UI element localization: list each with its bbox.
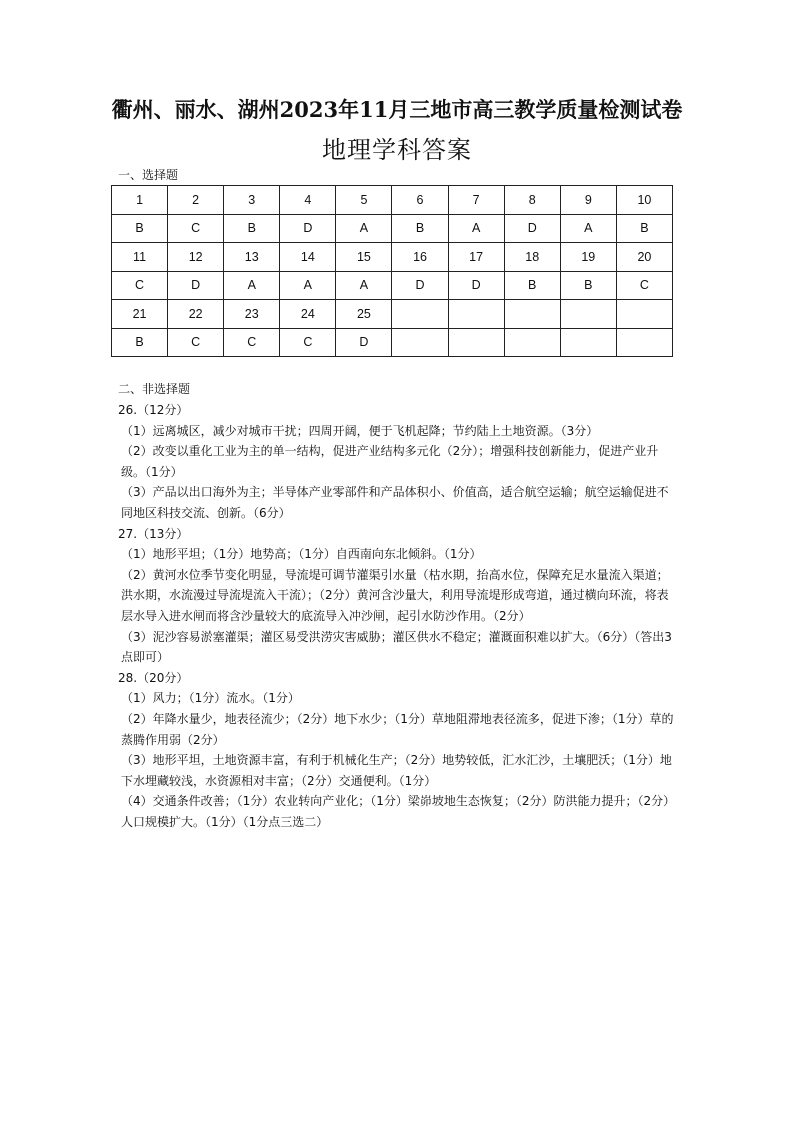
question-number-cell: 25 bbox=[336, 300, 392, 329]
question-number-cell: 3 bbox=[224, 186, 280, 215]
answer-part: （2）黄河水位季节变化明显，导流堤可调节灌渠引水量（枯水期，抬高水位，保障充足水量流入渠道；洪水期，水流漫过导流堤流入干流）；（2分）黄河含沙量大，利用导流堤形成弯道，通过横向环流，将表层水导入进水闸而将含沙量较大的底流导入冲沙闸，起引水防沙作用。（2分） bbox=[121, 567, 669, 623]
answer-cell bbox=[392, 328, 448, 357]
question-number-cell: 1 bbox=[112, 186, 168, 215]
answer-cell: B bbox=[112, 214, 168, 243]
answers-body bbox=[118, 400, 678, 832]
answer-cell: D bbox=[168, 271, 224, 300]
question-number-cell bbox=[448, 300, 504, 329]
answer-row bbox=[112, 271, 673, 300]
question-number-cell: 22 bbox=[168, 300, 224, 329]
question-number-cell bbox=[504, 300, 560, 329]
answer-part: （2）改变以重化工业为主的单一结构，促进产业结构多元化（2分）；增强科技创新能力，促进产业升级。（1分） bbox=[121, 444, 659, 479]
answer-cell: C bbox=[168, 214, 224, 243]
question-number-cell: 15 bbox=[336, 243, 392, 272]
question-number-cell: 18 bbox=[504, 243, 560, 272]
question-number-cell: 10 bbox=[616, 186, 672, 215]
answer-cell: B bbox=[616, 214, 672, 243]
question-number-cell: 23 bbox=[224, 300, 280, 329]
answer-row bbox=[112, 328, 673, 357]
question-number-cell bbox=[616, 300, 672, 329]
question-number-cell: 5 bbox=[336, 186, 392, 215]
answer-table bbox=[111, 185, 673, 357]
question-number-cell: 21 bbox=[112, 300, 168, 329]
question-number-cell: 12 bbox=[168, 243, 224, 272]
question-number-cell bbox=[392, 300, 448, 329]
question-heading: 26.（12分） bbox=[118, 403, 189, 417]
answer-row bbox=[112, 214, 673, 243]
answer-cell: B bbox=[504, 271, 560, 300]
answer-cell: D bbox=[504, 214, 560, 243]
question-number-cell: 24 bbox=[280, 300, 336, 329]
question-number-cell: 2 bbox=[168, 186, 224, 215]
answer-cell: B bbox=[392, 214, 448, 243]
question-number-cell: 6 bbox=[392, 186, 448, 215]
answer-part: （2）年降水量少，地表径流少；（2分）地下水少；（1分）草地阻滞地表径流多，促进下渗；（1分）草的蒸腾作用弱（2分） bbox=[121, 711, 674, 747]
section-2-heading: 二、非选择题 bbox=[118, 382, 191, 396]
section-1-heading: 一、选择题 bbox=[118, 168, 179, 182]
question-number-cell: 13 bbox=[224, 243, 280, 272]
answer-cell: C bbox=[224, 328, 280, 357]
answer-cell: D bbox=[392, 271, 448, 300]
answer-cell: A bbox=[448, 214, 504, 243]
question-number-row bbox=[112, 243, 673, 272]
question-number-row bbox=[112, 186, 673, 215]
answer-cell: A bbox=[560, 214, 616, 243]
answer-cell: A bbox=[336, 271, 392, 300]
answer-cell: C bbox=[616, 271, 672, 300]
answer-part: （3）地形平坦，土地资源丰富，有利于机械化生产；（2分）地势较低，汇水汇沙，土壤肥沃；（1分）地下水埋藏较浅，水资源相对丰富；（2分）交通便利。（1分） bbox=[121, 753, 672, 788]
answer-cell: B bbox=[112, 328, 168, 357]
answer-cell: A bbox=[224, 271, 280, 300]
question-number-row bbox=[112, 300, 673, 329]
question-number-cell: 20 bbox=[616, 243, 672, 272]
question-number-cell: 14 bbox=[280, 243, 336, 272]
answer-cell bbox=[616, 328, 672, 357]
answer-part: （3）泥沙容易淤塞灌渠；灌区易受洪涝灾害威胁；灌区供水不稳定；灌溉面积难以扩大。（6分）（答出3点即可） bbox=[121, 629, 672, 665]
question-number-cell: 7 bbox=[448, 186, 504, 215]
question-number-cell: 9 bbox=[560, 186, 616, 215]
answer-cell bbox=[448, 328, 504, 357]
exam-subtitle: 地理学科答案 bbox=[322, 136, 472, 164]
question-number-cell: 8 bbox=[504, 186, 560, 215]
question-heading: 27.（13分） bbox=[118, 526, 189, 541]
answer-part: （1）远离城区，减少对城市干扰；四周开阔，便于飞机起降；节约陆上土地资源。（3分） bbox=[121, 423, 599, 438]
question-number-cell: 4 bbox=[280, 186, 336, 215]
answer-cell: A bbox=[336, 214, 392, 243]
question-number-cell: 11 bbox=[112, 243, 168, 272]
answer-cell bbox=[560, 328, 616, 357]
answer-cell: C bbox=[168, 328, 224, 357]
answer-part: （3）产品以出口海外为主；半导体产业零部件和产品体积小、价值高，适合航空运输；航空运输促进不同地区科技交流、创新。（6分） bbox=[121, 485, 669, 520]
answer-cell: C bbox=[280, 328, 336, 357]
answer-cell: D bbox=[280, 214, 336, 243]
question-number-cell: 17 bbox=[448, 243, 504, 272]
answer-cell: C bbox=[112, 271, 168, 300]
answer-cell: D bbox=[336, 328, 392, 357]
question-number-cell bbox=[560, 300, 616, 329]
answer-part: （4）交通条件改善；（1分）农业转向产业化；（1分）梁峁坡地生态恢复；（2分）防洪能力提升；（2分）人口规模扩大。（1分）（1分点三选二） bbox=[121, 794, 676, 829]
question-heading: 28.（20分） bbox=[118, 670, 189, 685]
answer-cell: B bbox=[224, 214, 280, 243]
exam-title: 衢州、丽水、湖州2023年11月三地市高三教学质量检测试卷 bbox=[111, 97, 683, 122]
answer-cell: D bbox=[448, 271, 504, 300]
question-number-cell: 16 bbox=[392, 243, 448, 272]
answer-part: （1）地形平坦；（1分）地势高；（1分）自西南向东北倾斜。（1分） bbox=[121, 547, 482, 562]
answer-cell: B bbox=[560, 271, 616, 300]
question-number-cell: 19 bbox=[560, 243, 616, 272]
answer-cell bbox=[504, 328, 560, 357]
answer-part: （1）风力；（1分）流水。（1分） bbox=[121, 691, 300, 706]
answer-cell: A bbox=[280, 271, 336, 300]
